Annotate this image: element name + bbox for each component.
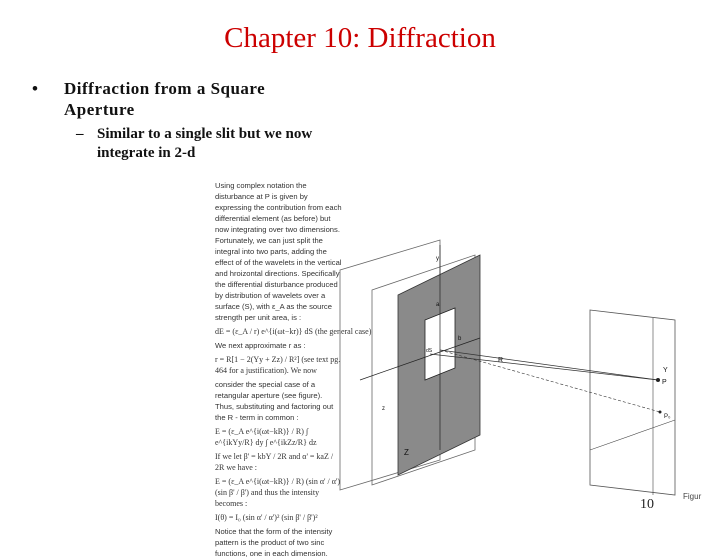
label-P0: P₀: [664, 414, 671, 420]
label-a: a: [436, 302, 440, 308]
paragraph-approx: We next approximate r as :: [215, 341, 306, 350]
label-z-axis: z: [382, 406, 385, 412]
label-P: P: [662, 379, 667, 386]
paragraph-special-case: consider the special case of a retangular aperture (see figure). Thus, substituting and factoring out the R - term in common :: [215, 380, 334, 422]
slide-title: Chapter 10: Diffraction: [224, 22, 496, 54]
sub-bullet-text: Similar to a single slit but we now integrate in 2-d: [97, 126, 313, 161]
screen-horizontal-axis: [590, 420, 675, 450]
point-P0: [659, 411, 662, 414]
bullet-symbol: •: [32, 79, 39, 98]
label-y-axis: y: [436, 256, 439, 262]
aperture-diagram: [340, 250, 710, 510]
label-R: R: [498, 357, 504, 364]
paragraph-conclusion: Notice that the form of the intensity pattern is the product of two sinc functions, one in each dimension.: [215, 527, 333, 558]
bullet-text: Diffraction from a Square Aperture: [64, 79, 266, 119]
page-number: 10: [640, 497, 654, 512]
equation-E-sinc: E = (ε_A e^{i(ωt−kR)} / R) (sin α' / α') (sin β' / β') and thus the intensity becomes :: [215, 477, 341, 508]
equation-r: r = R[1 − 2(Yy + Zz) / R²] (see text pg. 464 for a justification). We now: [215, 355, 341, 375]
label-b: b: [458, 336, 462, 342]
derivation-text: [215, 180, 372, 559]
label-dS: dS: [426, 348, 433, 354]
label-Z: Z: [404, 448, 409, 457]
equation-dE: dE = (ε_A / r) e^{i(ωt−kr)} dS (the general case): [215, 327, 372, 336]
label-Y: Y: [663, 367, 668, 374]
equation-substitution: If we let β' = kbY / 2R and α' = kaZ / 2R we have :: [215, 452, 334, 472]
paragraph-intro: Using complex notation the disturbance at P is given by expressing the contribution from each differential element (as before) but now integrating over two dimensions. Fortunately, we can just split the integral into two parts, adding the effect of of the wavelets in the vertical and hroizontal directions. Specifically the differential disturbance produced by distribution of wavelets over a surface (S), with ε_A as the source strength per unit area, is :: [215, 181, 342, 322]
point-P: [656, 378, 660, 382]
figure-caption: Figur: [683, 492, 702, 501]
equation-intensity: I(θ) = I₀ (sin α' / α')² (sin β' / β')²: [215, 513, 318, 522]
sub-bullet-symbol: –: [76, 126, 84, 142]
equation-E-integral: E = (ε_A e^{i(ωt−kR)} / R) ∫ e^{ikYy/R} dy ∫ e^{ikZz/R} dz: [215, 427, 317, 447]
screen-plane: [590, 310, 675, 495]
